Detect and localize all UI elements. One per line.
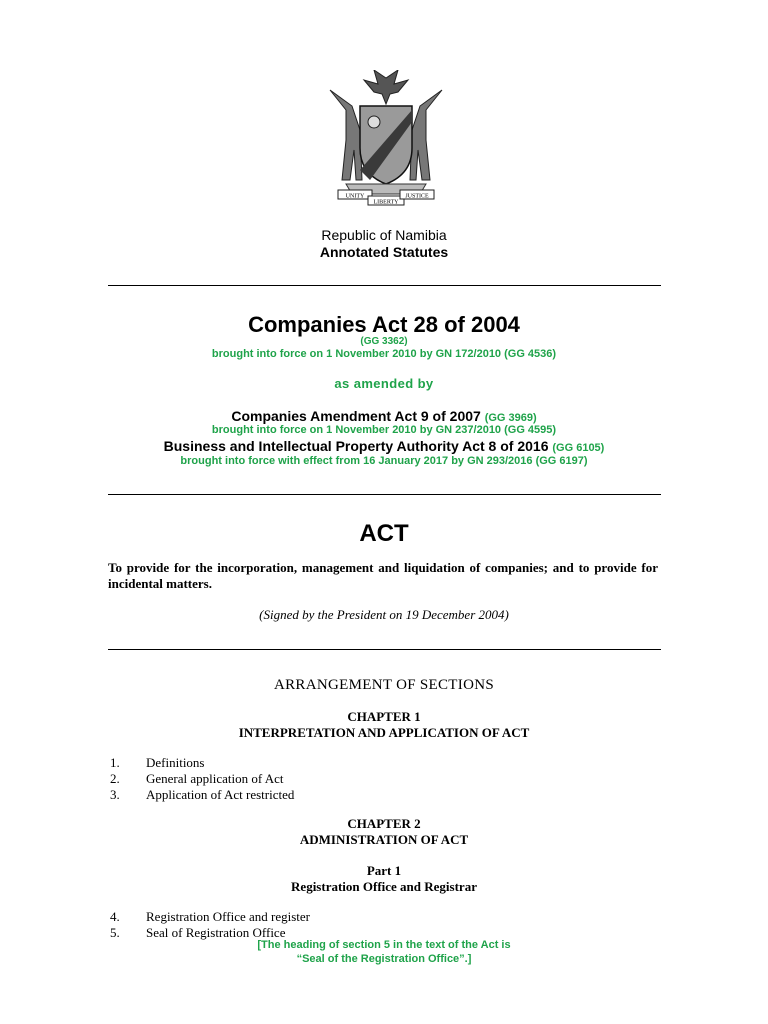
annotated-statutes-text: Annotated Statutes	[319, 244, 449, 260]
divider-middle	[108, 494, 661, 495]
chapter-2-label: CHAPTER 2	[347, 816, 421, 831]
toc-heading: ARRANGEMENT OF SECTIONS	[274, 677, 494, 693]
toc-section[interactable]	[110, 771, 284, 787]
section-number: 5.	[110, 925, 120, 940]
amendment-1-title	[0, 408, 768, 424]
editorial-note-line1: [The heading of section 5 in the text of the Act is	[257, 939, 511, 951]
amendment-2-title	[0, 438, 768, 454]
chapter-2-title: ADMINISTRATION OF ACT	[299, 832, 469, 847]
amendment-1-name: Companies Amendment Act 9 of 2007	[231, 408, 481, 424]
act-heading: ACT	[359, 520, 409, 547]
divider-top	[108, 285, 661, 286]
act-title: Companies Act 28 of 2004	[248, 312, 520, 337]
motto-unity: UNITY	[345, 193, 365, 200]
amendment-1-force: brought into force on 1 November 2010 by GN 237/2010 (GG 4595)	[211, 424, 557, 436]
republic-text: Republic of Namibia	[321, 227, 447, 243]
chapter-1-title: INTERPRETATION AND APPLICATION OF ACT	[238, 725, 530, 740]
section-number: 4.	[110, 909, 120, 924]
motto-justice: JUSTICE	[405, 193, 429, 200]
section-number: 1.	[110, 755, 120, 770]
amendment-2-name: Business and Intellectual Property Authority Act 8 of 2016	[163, 438, 549, 454]
signed-note: (Signed by the President on 19 December 2004)	[259, 607, 509, 622]
left-oryx-shape	[330, 90, 362, 180]
right-oryx-shape	[410, 90, 442, 180]
toc-section[interactable]	[110, 787, 294, 803]
motto-liberty: LIBERTY	[373, 199, 399, 206]
section-number: 2.	[110, 771, 120, 786]
section-number: 3.	[110, 787, 120, 802]
section-title: General application of Act	[146, 771, 284, 786]
coat-of-arms	[316, 70, 456, 210]
section-title: Application of Act restricted	[146, 787, 295, 802]
chapter-1-label: CHAPTER 1	[347, 709, 421, 724]
part-1-label: Part 1	[366, 863, 402, 878]
section-title: Registration Office and register	[146, 909, 311, 924]
section-title: Definitions	[146, 755, 205, 770]
part-1-title: Registration Office and Registrar	[291, 879, 477, 894]
act-gg: (GG 3362)	[360, 336, 408, 347]
section-title: Seal of Registration Office	[146, 925, 286, 940]
amendment-1-gg: (GG 3969)	[484, 412, 537, 424]
amendment-2-force: brought into force with effect from 16 January 2017 by GN 293/2016 (GG 6197)	[180, 455, 588, 467]
toc-section[interactable]	[110, 755, 205, 771]
divider-bottom	[108, 649, 661, 650]
sun-shape	[368, 116, 380, 128]
eagle-shape	[364, 70, 408, 104]
editorial-note-line2: “Seal of the Registration Office”.]	[296, 953, 472, 965]
amendment-2-gg: (GG 6105)	[552, 442, 605, 454]
as-amended-by: as amended by	[334, 376, 434, 391]
toc-section[interactable]	[110, 909, 310, 925]
act-force-text: brought into force on 1 November 2010 by GN 172/2010 (GG 4536)	[211, 348, 557, 360]
act-purpose: To provide for the incorporation, management and liquidation of companies; and to provide for incidental matters.	[108, 560, 658, 591]
